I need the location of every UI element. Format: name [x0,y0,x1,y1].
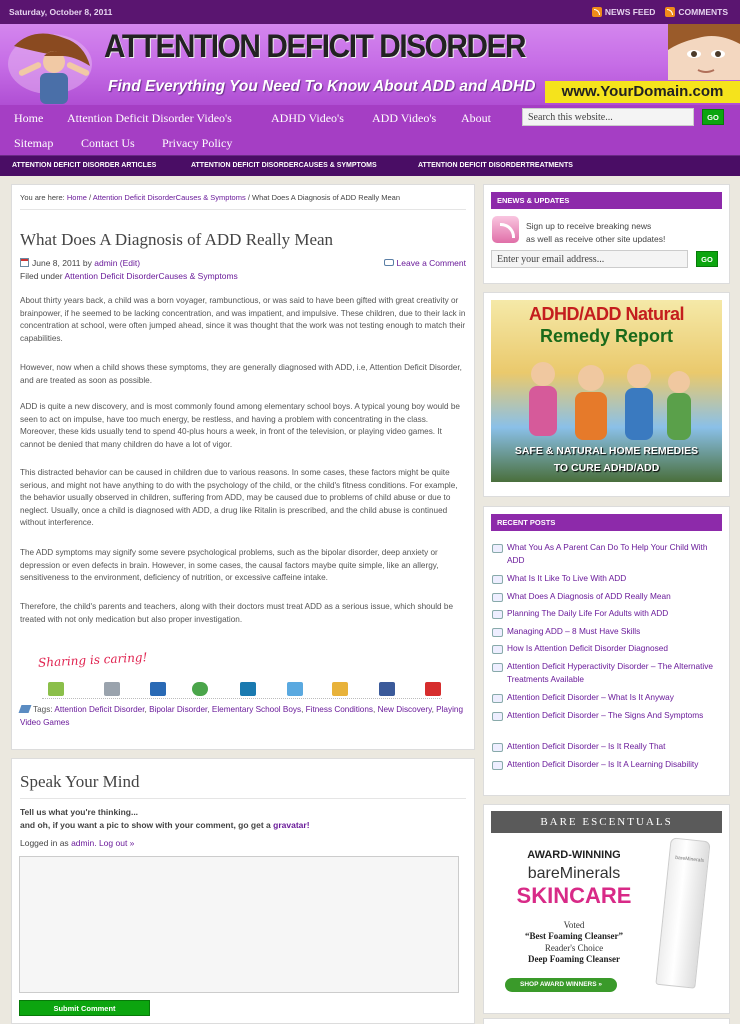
banner-line-3: SAFE & NATURAL HOME REMEDIES [514,445,699,457]
bare-escentuals-ad [483,804,730,1014]
category-nav [0,155,740,176]
twitter-share-icon[interactable] [287,682,303,696]
post-by: by [82,258,92,268]
ad-skincare: SKINCARE [516,883,632,908]
email-share-icon[interactable] [104,682,120,696]
enews-title: ENEWS & UPDATES [491,192,722,209]
facebook-share-icon[interactable] [379,682,395,696]
post-paragraph: However, now when a child shows these symptoms, they are generally diagnosed with ADD, i.e, Attention Deficit Disorder, and are treated as soon as possible. [20,363,462,385]
enews-text-1: Sign up to receive breaking news [526,221,652,231]
google-share-icon[interactable] [332,682,348,696]
recent-post-link[interactable]: Planning The Daily Life For Adults with ADD [492,607,718,620]
comment-form-section [11,758,475,1024]
post-paragraph: The ADD symptoms may signify some severe psychological problems, such as the bipolar disorder, deep anxiety or depression or even defects in brain. However, in some cases, the causal factors maybe quite simple, like an allergy, sensitiveness to the environment, deficiency of nutrition, or excessive caffeine intake. [20,548,439,582]
rss-large-icon [492,216,519,243]
tag-icon [19,705,32,713]
sharing-label: Sharing is caring! [37,650,148,670]
rss-icon [592,7,602,17]
nav-add-videos[interactable]: Attention Deficit Disorder Video's [67,111,232,125]
breadcrumb-prefix: You are here: [20,193,65,202]
remedy-report-banner[interactable] [491,300,722,482]
nav-home[interactable]: Home [14,111,44,125]
breadcrumb-separator: / [247,193,250,202]
filed-under [20,271,238,281]
tag-link[interactable]: Elementary School Boys [211,705,302,714]
logged-in-line [20,838,134,848]
calendar-icon [20,258,29,267]
breadcrumb-separator: / [88,193,92,202]
comment-textarea[interactable] [19,856,459,993]
linkedin-share-icon[interactable] [240,682,256,696]
post-edit-link[interactable]: (Edit) [119,258,141,268]
post-date: June 8, 2011 [32,258,81,268]
domain-banner: www.YourDomain.com [545,81,740,103]
feed-links [592,7,728,17]
recent-post-link[interactable]: Attention Deficit Disorder – Is It Really That [492,740,718,753]
nav-adhd-videos[interactable]: ADHD Video's [271,111,344,125]
site-header[interactable] [0,24,740,105]
ad-voted: Voted [563,920,585,930]
enews-text-2: as well as receive other site updates! [526,234,666,244]
recent-post-link[interactable]: Attention Deficit Disorder – What Is It Anyway [492,691,718,704]
news-feed-link[interactable] [592,7,656,17]
tags-label: Tags: [33,705,53,714]
breadcrumb-home[interactable]: Home [66,193,87,202]
comment-section-title: Speak Your Mind [20,772,140,791]
logout-link[interactable]: Log out » [98,838,135,848]
banner-line-2: Remedy Report [539,326,674,346]
post-author-link[interactable]: admin [94,258,118,268]
nav-sitemap[interactable]: Sitemap [14,136,54,150]
girl-photo [4,26,96,104]
stumbleupon-share-icon[interactable] [48,682,64,696]
subnav-treatments[interactable]: ATTENTION DEFICIT DISORDERTREATMENTS [418,162,573,169]
enews-widget [483,184,730,284]
recent-post-link[interactable]: What Is It Like To Live With ADD [492,572,718,585]
share-buttons [42,679,442,699]
recent-posts-title: RECENT POSTS [491,514,722,531]
date-text: Saturday, October 8, 2011 [9,7,113,17]
recent-post-link[interactable]: What Does A Diagnosis of ADD Really Mean [492,590,718,603]
subnav-articles[interactable]: ATTENTION DEFICIT DISORDER ARTICLES [12,162,157,169]
breadcrumb-category[interactable]: Attention Deficit DisorderCauses & Symptoms [92,193,246,202]
ad-award: AWARD-WINNING [527,849,621,861]
ad-product: bareMinerals [527,865,621,882]
digg-share-icon[interactable] [192,682,208,696]
ad-brand: BARE ESCENTUALS [491,811,722,833]
comment-bubble-icon [384,259,394,266]
post-paragraph: Therefore, the child's parents and teachers, along with their doctors must treat ADD as a serious issue, which should be treated with not only medication but also proper investigation. [20,602,453,624]
main-nav-row-2 [0,130,740,155]
search-input[interactable]: Search this website... [522,108,694,126]
ad-deep: Deep Foaming Cleanser [528,954,620,964]
subnav-causes[interactable]: ATTENTION DEFICIT DISORDERCAUSES & SYMPTOMS [191,162,377,169]
post-date-line [20,258,140,268]
post-tags: Tags: Attention Deficit Disorder, Bipolar Disorder, Elementary School Boys, Fitness Conditions, New Discovery, Playing Video Games [20,705,463,727]
breadcrumb-current: What Does A Diagnosis of ADD Really Mean [252,193,400,202]
post-title[interactable]: What Does A Diagnosis of ADD Really Mean [20,230,334,249]
gmail-share-icon[interactable] [425,682,441,696]
recent-posts-widget [483,506,730,796]
recent-post-link[interactable]: Attention Deficit Disorder – The Signs And Symptoms [492,709,718,722]
tube-label: bareMinerals [674,854,705,864]
next-widget-edge [483,1018,730,1024]
tag-link[interactable]: Attention Deficit Disorder [54,705,145,714]
comment-intro-2 [20,820,310,830]
tag-link[interactable]: Playing Video Games [20,705,463,727]
comment-intro-1: Tell us what you're thinking... [20,807,139,817]
cleanser-tube-image [655,837,710,988]
filed-under-category[interactable]: Attention Deficit DisorderCauses & Symptoms [64,271,238,281]
delicious-share-icon[interactable] [150,682,166,696]
remedy-report-widget [483,292,730,497]
top-bar [0,0,740,24]
tag-link[interactable]: New Discovery [377,705,432,714]
filed-under-label: Filed under [20,271,63,281]
post-paragraph: This distracted behavior can be caused in children due to various reasons. In some cases, these factors might be quite serious, and might not have anything to do with the psychology of the child, or the child's fitness conditions. For example, the behavior usually observed in children, suffering from ADD, may be caused due to problems of child abuse or due to neglect. Usually, once a child is diagnosed with ADD, a drug like Ritalin is prescribed, and the child abuse is continued without interference. [20,468,458,527]
logged-in-user-link[interactable]: admin. [71,838,97,848]
subscribe-go-button[interactable]: GO [696,251,718,267]
comments-feed-link[interactable] [665,7,728,17]
tag-link[interactable]: Bipolar Disorder [149,705,208,714]
divider [20,209,466,210]
boy-photo [668,24,740,80]
recent-post-link[interactable]: Managing ADD – 8 Must Have Skills [492,625,718,638]
leave-comment-link[interactable] [384,258,466,268]
post-paragraph: ADD is quite a new discovery, and is most commonly found among elementary school boys. A typical young boy would be seen to act on impulse, have too much energy, be restless, and having a problem with concentrating in the class. Moreover, these kids usually tend to spend 40-plus hours a week, in front of the television, or playing video games. It cannot be denied that many children do have a lot of vigor. [20,402,460,449]
rss-icon [665,7,675,17]
recent-post-link[interactable]: Attention Deficit Hyperactivity Disorder – The Alternative Treatments Available [492,660,718,686]
comment-intro-text: and oh, if you want a pic to show with your comment, go get a [20,820,271,830]
recent-post-link[interactable]: What You As A Parent Can Do To Help Your Child With ADD [492,541,718,567]
shop-award-winners-button[interactable]: SHOP AWARD WINNERS » [505,978,617,992]
banner-line-1: ADHD/ADD Natural [528,304,684,324]
recent-post-link[interactable]: How Is Attention Deficit Disorder Diagnosed [492,642,718,655]
nav-add-video[interactable]: ADD Video's [372,111,437,125]
family-photo [491,352,722,440]
logged-in-label: Logged in as [20,838,69,848]
enews-description [526,220,665,246]
nav-contact[interactable]: Contact Us [81,136,135,150]
post-content [11,184,475,750]
bare-escentuals-banner[interactable] [491,811,722,1000]
main-nav [0,105,740,130]
banner-line-4: TO CURE ADHD/ADD [553,462,660,474]
post-paragraph: About thirty years back, a child was a born voyager, rambunctious, or was said to have been gifted with great creativity or brainpower, if he seemed to be lacking concentration, and was impatient, and impulsive. These children, due to their lack in concentration at school, were often jumped ahead, since it was thought that the work was not testing enough to match their capabilities. [20,296,466,343]
nav-privacy[interactable]: Privacy Policy [162,136,233,150]
divider [20,798,466,799]
email-input[interactable]: Enter your email address... [491,250,688,268]
submit-comment-button[interactable]: Submit Comment [19,1000,150,1016]
recent-post-link[interactable]: Attention Deficit Disorder – Is It A Learning Disability [492,758,718,771]
site-tagline: Find Everything You Need To Know About ADD and ADHD [108,78,536,95]
nav-about[interactable]: About [461,111,491,125]
ad-best: “Best Foaming Cleanser” [525,931,623,941]
search-go-button[interactable]: GO [702,109,724,125]
news-feed-label: NEWS FEED [604,7,656,17]
comments-feed-label: COMMENTS [678,7,728,17]
gravatar-link[interactable]: gravatar! [273,820,310,830]
leave-comment-label: Leave a Comment [396,258,466,268]
tag-link[interactable]: Fitness Conditions [305,705,374,714]
site-title[interactable]: ATTENTION DEFICIT DISORDER [104,28,526,64]
ad-readers: Reader's Choice [544,943,604,953]
breadcrumb [20,193,400,202]
